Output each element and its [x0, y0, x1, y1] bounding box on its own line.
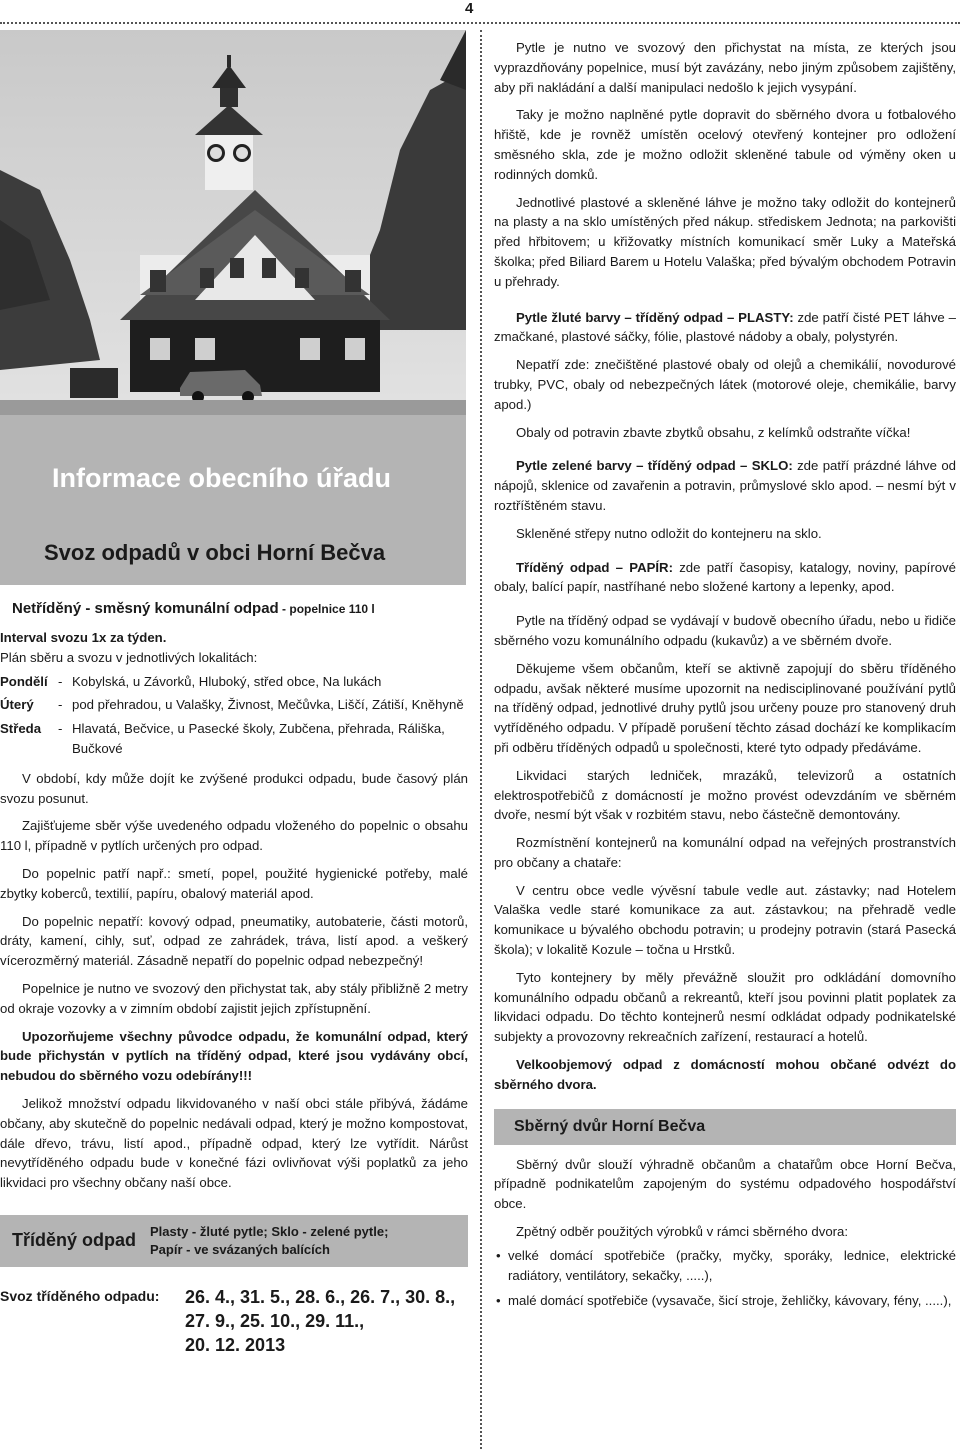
paragraph: Rozmístnění kontejnerů na komunální odpad na veřejných prostranstvích pro občany a chataře: [494, 835, 956, 870]
schedule-day: Pondělí [0, 673, 48, 689]
paragraph: Pytle na tříděný odpad se vydávají v budově obecního úřadu, nebo u řidiče sběrného vozu komunálního odpadu (kukavůz) a ve sběrném dvoře. [494, 613, 956, 648]
paragraph: Popelnice je nutno ve svozový den přichystat tak, aby stály přibližně 2 metry od okraje vozovky a v zimním období zajistit jejich zpřístupnění. [0, 980, 468, 1016]
paragraph: V období, kdy může dojít ke zvýšené produkci odpadu, bude časový plán svozu posunut. [0, 770, 468, 806]
paragraph: Jelikož množství odpadu likvidovaného v naší obci stále přibývá, žádáme občany, aby skutečně do popelnic nedávali odpad, který je možno kompostovat, dále dřevo, trávu, listí apod., případně odpad, který lze vytřídit. Nárůst nevytříděného odpadu bude v konečné fázi ovlivňovat výši poplatků za jeho likvidaci pro všechny občany naší obce. [0, 1095, 468, 1191]
collection-yard-heading: Sběrný dvůr Horní Bečva [494, 1109, 956, 1145]
schedule-row: Pondělí - Kobylská, u Závorků, Hluboký, střed obce, Na lukách [0, 672, 468, 692]
unsorted-waste-heading: Netříděný - směsný komunální odpad - popelnice 110 l [12, 600, 375, 617]
right-column [494, 38, 956, 1311]
schedule-row: Úterý - pod přehradou, u Valašky, Živnost, Mečůvka, Liščí, Zátiší, Kněhyně [0, 695, 468, 715]
list-item: • velké domácí spotřebiče (pračky, myčky, sporáky, lednice, elektrické radiátory, ventilátory, sekačky, .....), [494, 1246, 956, 1286]
paragraph: Zajišťujeme sběr výše uvedeného odpadu vloženého do popelnic o obsahu 110 l, případně v pytlích určených pro odpad. [0, 818, 468, 854]
paragraph: Tyto kontejnery by měly převážně sloužit pro odkládání domovního komunálního odpadu občanů a rekreantů, kteří jsou povinni platit poplatek za likvidaci odpadu. Do těchto kontejnerů nesmí odkládat odpady podnikatelské subjekty a provozovny rekreačních zařízení, restaurací a hotelů. [494, 969, 956, 1045]
schedule-day: Středa [0, 721, 42, 737]
schedule-locations: Kobylská, u Závorků, Hluboký, střed obce, Na lukách [72, 673, 382, 689]
column-divider [480, 30, 482, 1449]
paragraph: V centru obce vedle vývěsní tabule vedle aut. zástavky; nad Hotelem Valaška vedle staré komunikace za aut. zástavkou; na přehradě vedle komunikace u bývalého obchodu potravin; u prodejny potravin (stará Pasecká škola); v lokalitě Kozule – točna u Hrstků. [494, 882, 956, 958]
top-divider [0, 22, 960, 24]
sorted-waste-label: Tříděný odpad [12, 1230, 137, 1251]
bulky-waste-note: Velkoobjemový odpad z domácností mohou občané odvézt do sběrného dvora. [494, 1057, 956, 1092]
glass-note: Skleněné střepy nutno odložit do kontejneru na sklo. [516, 525, 822, 541]
paragraph: Pytle je nutno ve svozový den přichystat na místa, ze kterých jsou vyprazdňovány popelnice, musí být zavázány, nebo jiným způsobem zajištěny, aby při nakládání a další manipulaci nedošlo k jejich vysypání. [494, 40, 956, 95]
plan-intro: Plán sběru a svozu v jednotlivých lokalitách: [0, 649, 258, 665]
section-title: Informace obecního úřadu [52, 463, 392, 493]
paper-paragraph: Tříděný odpad – PAPÍR: zde patří časopisy, katalogy, noviny, papírové obaly, balící papír, nastříhané nebo složené kartony a lepenky, apod. [494, 559, 956, 595]
schedule-day: Úterý [0, 697, 34, 713]
paragraph: Do popelnic nepatří: kovový odpad, pneumatiky, autobaterie, části motorů, dráty, kamení, cihly, suť, odpad ze zahrádek, tráva, listí apod. a veškerý vícerozměrný materiál. Zásadně nepatří do popelnic odpad nebezpečný! [0, 913, 468, 969]
paragraph: Zpětný odběr použitých výrobků v rámci sběrného dvora: [516, 1224, 849, 1240]
collection-dates-list: 26. 4., 31. 5., 28. 6., 26. 7., 30. 8., 27. 9., 25. 10., 29. 11., 20. 12. 2013 [185, 1286, 456, 1355]
plastics-paragraph: Pytle žluté barvy – tříděný odpad – PLASTY: zde patří čisté PET láhve – zmačkané, plastové sáčky, fólie, plastové nádoby a obaly, polystyrén. [494, 309, 956, 345]
paragraph: Do popelnic patří např.: smetí, popel, použité hygienické potřeby, malé zbytky koberců, textilií, papíru, obalový materiál apod. [0, 865, 468, 901]
town-hall-photo [0, 30, 466, 415]
schedule-locations: pod přehradou, u Valašky, Živnost, Mečůvka, Liščí, Zátiší, Kněhyně [72, 697, 464, 713]
left-column [0, 598, 468, 1357]
paragraph: Sběrný dvůr slouží výhradně občanům a chatařům obce Horní Bečva, případně podnikatelům zapojeným do systému odpadového hospodářství obce. [494, 1156, 956, 1212]
paragraph: Likvidaci starých ledniček, mrazáků, televizorů a ostatních elektrospotřebičů z domácností je možno provést odevzdáním ve sběrném dvoře, nesmí být však v rozbitém stavu, nebo částečně demontovány. [494, 767, 956, 823]
glass-paragraph: Pytle zelené barvy – tříděný odpad – SKLO: zde patří prázdné láhve od nápojů, sklenice od zavařenin a potravin, průmyslové sklo apod. – nesmí být v roztříštěném stavu. [494, 458, 957, 513]
sorted-waste-description: Plasty - žluté pytle; Sklo - zelené pytle; Papír - ve svázaných balících [150, 1223, 389, 1257]
article-title: Svoz odpadů v obci Horní Bečva [44, 540, 386, 565]
plastics-not-allowed: Nepatří zde: znečištěné plastové obaly od olejů a chemikálií, novodurové trubky, PVC, obaly od nebezpečných látek (motorové oleje, chemikálie, barvy apod.) [494, 357, 956, 412]
warning-paragraph: Upozorňujeme všechny původce odpadu, že komunální odpad, který bude přichystán v pytlích na tříděný odpad, které jsou vydávány obcí, nebudou do sběrného vozu odebírány!!! [0, 1028, 468, 1084]
page-number: 4 [465, 0, 474, 17]
list-item: • malé domácí spotřebiče (vysavače, šicí stroje, žehličky, kávovary, fény, .....), [494, 1291, 956, 1311]
plastics-food-note: Obaly od potravin zbavte zbytků obsahu, z kelímků odstraňte víčka! [516, 424, 911, 440]
collection-dates [0, 1285, 468, 1357]
paragraph: Jednotlivé plastové a skleněné láhve je možno taky odložit do kontejnerů na plasty a na sklo umístěných před nákup. střediskem Jednota; na parkovišti před hřbitovem; u křižovatky místních komunikací směr Luky a Mateřská školka; před Biliard Barem u Hotelu Valaška; před bývalým obchodem Potravin u přehrady. [494, 194, 956, 289]
paragraph: Děkujeme všem občanům, kteří se aktivně zapojují do sběru tříděného odpadu, avšak některé musíme upozornit na nedisciplinované používání pytlů na tříděný odpad, jednotlivé druhy pytlů jsou určeny pouze pro stanovený druh vytříděného odpadu. V případě porušení těchto zásad dochází ke komplikacím při odběru tříděných odpadů u společnosti, které tyto odpady předáváme. [494, 660, 956, 755]
schedule-row: Středa - Hlavatá, Bečvice, u Pasecké školy, Zubčena, přehrada, Ráliška, Bučkové [0, 719, 468, 759]
paragraph: Taky je možno naplněné pytle dopravit do sběrného dvora u fotbalového hřiště, kde je rovněž umístěn ocelový otevřený kontejner pro odložení směsného skla, zde je možno odložit skleněné tabule od výměny oken u rodinných domků. [494, 107, 956, 182]
schedule-locations: Hlavatá, Bečvice, u Pasecké školy, Zubčena, přehrada, Ráliška, Bučkové [72, 721, 445, 756]
appliance-list [494, 1246, 956, 1311]
collection-dates-label: Svoz tříděného odpadu: [0, 1287, 160, 1304]
interval-text: Interval svozu 1x za týden. [0, 630, 167, 645]
sorted-waste-band [0, 1215, 468, 1267]
